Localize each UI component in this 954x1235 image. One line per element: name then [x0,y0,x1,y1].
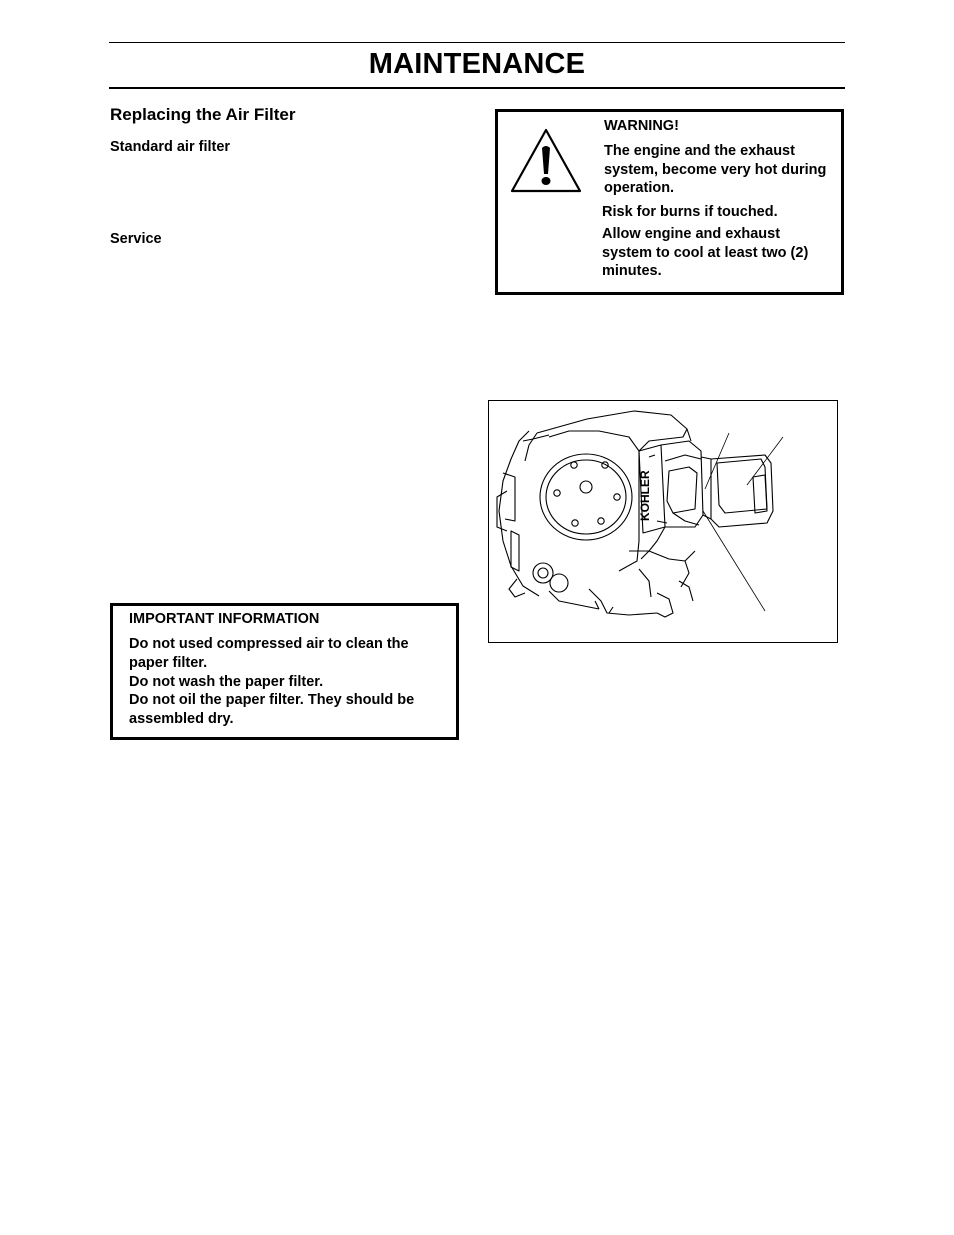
warning-text-burns: Risk for burns if touched. [602,204,778,220]
header-rule-bottom [109,87,845,89]
standard-air-filter-heading: Standard air filter [110,139,231,155]
important-information-title: IMPORTANT INFORMATION [129,611,320,627]
important-text-no-oil: Do not oil the paper filter. They should be assembled dry. [129,692,415,727]
engine-air-filter-illustration [489,401,837,642]
kohler-logo-text: KOHLER [638,470,652,521]
warning-text-cool: Allow engine and exhaust system to cool at least two (2) minutes. [602,226,809,279]
engine-figure [488,400,838,643]
important-information-box [110,603,459,740]
warning-title: WARNING! [604,118,679,134]
page-title: MAINTENANCE [368,48,586,80]
warning-text-hot: The engine and the exhaust system, become very hot during operation. [604,143,827,196]
important-text-no-wash: Do not wash the paper filter. [129,674,324,690]
warning-box [495,109,844,295]
important-text-compressed-air: Do not used compressed air to clean the paper filter. [129,636,409,671]
service-heading: Service [110,231,162,247]
header-rule-top [109,42,845,43]
warning-triangle-icon [508,126,584,201]
section-title: Replacing the Air Filter [110,105,296,124]
